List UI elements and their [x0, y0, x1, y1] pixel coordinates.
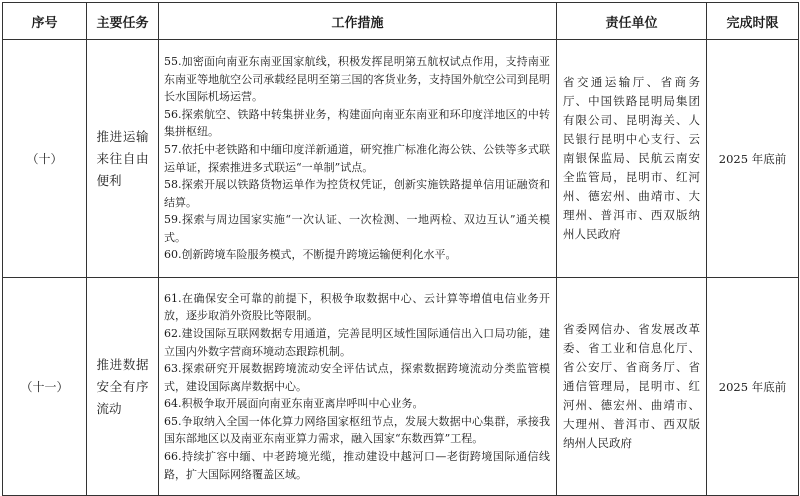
header-deadline: 完成时限: [707, 3, 799, 40]
row-number: （十一）: [3, 278, 87, 496]
header-no: 序号: [3, 3, 87, 40]
task-label: 推进运输来往自由便利: [96, 128, 149, 188]
measure-item: 66.持续扩容中缅、中老跨境光缆，推动建设中越河口—老街跨境国际通信线路，扩大国际网络覆盖区域。: [164, 450, 550, 481]
row-number: （十）: [3, 40, 87, 278]
row-deadline: 2025 年底前: [707, 278, 799, 496]
header-measures: 工作措施: [159, 3, 557, 40]
row-task: [87, 40, 159, 278]
measure-item: 57.依托中老铁路和中缅印度洋新通道，研究推广标准化海公铁、公铁等多式联运单证，探索推进多式联运“一单制”试点。: [164, 142, 550, 174]
measure-item: 61.在确保安全可靠的前提下，积极争取数据中心、云计算等增值电信业务开放，逐步取消外资股比等限制。: [164, 291, 550, 323]
measure-item: 60.创新跨境车险服务模式，不断提升跨境运输便利化水平。: [164, 248, 457, 262]
measure-item: 58.探索开展以铁路货物运单作为控货权凭证，创新实施铁路提单信用证融资和结算。: [164, 178, 550, 209]
header-unit: 责任单位: [557, 3, 707, 40]
row-task: [87, 278, 159, 496]
measure-item: 59.探索与周边国家实施“一次认证、一次检测、一地两检、双边互认”通关模式。: [164, 213, 550, 244]
measure-item: 56.探索航空、铁路中转集拼业务，构建面向南亚东南亚和环印度洋地区的中转集拼枢纽。: [164, 107, 550, 139]
measure-item: 63.探索研究开展数据跨境流动安全评估试点，探索数据跨境流动分类监管模式，建设国际离岸数据中心。: [164, 362, 550, 393]
task-label: 推进数据安全有序流动: [96, 356, 149, 416]
table-row: [3, 278, 799, 496]
row-measures: [159, 278, 557, 496]
row-responsible-unit: 省交通运输厅、省商务厅、中国铁路昆明局集团有限公司、昆明海关、人民银行昆明中心支行、云南银保监局、民航云南安全监管局，昆明市、红河州、德宏州、曲靖市、大理州、普洱市、西双版纳州人民政府: [557, 40, 707, 278]
table-row: [3, 40, 799, 278]
measure-item: 62.建设国际互联网数据专用通道，完善昆明区域性国际通信出入口局功能，建立国内外数字营商环境动态跟踪机制。: [164, 326, 550, 358]
row-deadline: 2025 年底前: [707, 40, 799, 278]
table-header-row: [3, 3, 799, 40]
row-responsible-unit: 省委网信办、省发展改革委、省工业和信息化厅、省公安厅、省商务厅、省通信管理局，昆明市、红河州、德宏州、曲靖市、大理州、普洱市、西双版纳州人民政府: [557, 278, 707, 496]
measure-item: 55.加密面向南亚东南亚国家航线，积极发挥昆明第五航权试点作用，支持南亚东南亚等地航空公司承载经昆明至第三国的客货业务，支持国外航空公司到昆明长水国际机场运营。: [164, 54, 550, 104]
task-table: [2, 2, 799, 496]
measure-item: 64.积极争取开展面向南亚东南亚离岸呼叫中心业务。: [164, 397, 424, 411]
row-measures: [159, 40, 557, 278]
header-task: 主要任务: [87, 3, 159, 40]
measure-item: 65.争取纳入全国一体化算力网络国家枢纽节点，发展大数据中心集群，承接我国东部地区以及南亚东南亚算力需求，融入国家“东数西算”工程。: [164, 414, 550, 446]
